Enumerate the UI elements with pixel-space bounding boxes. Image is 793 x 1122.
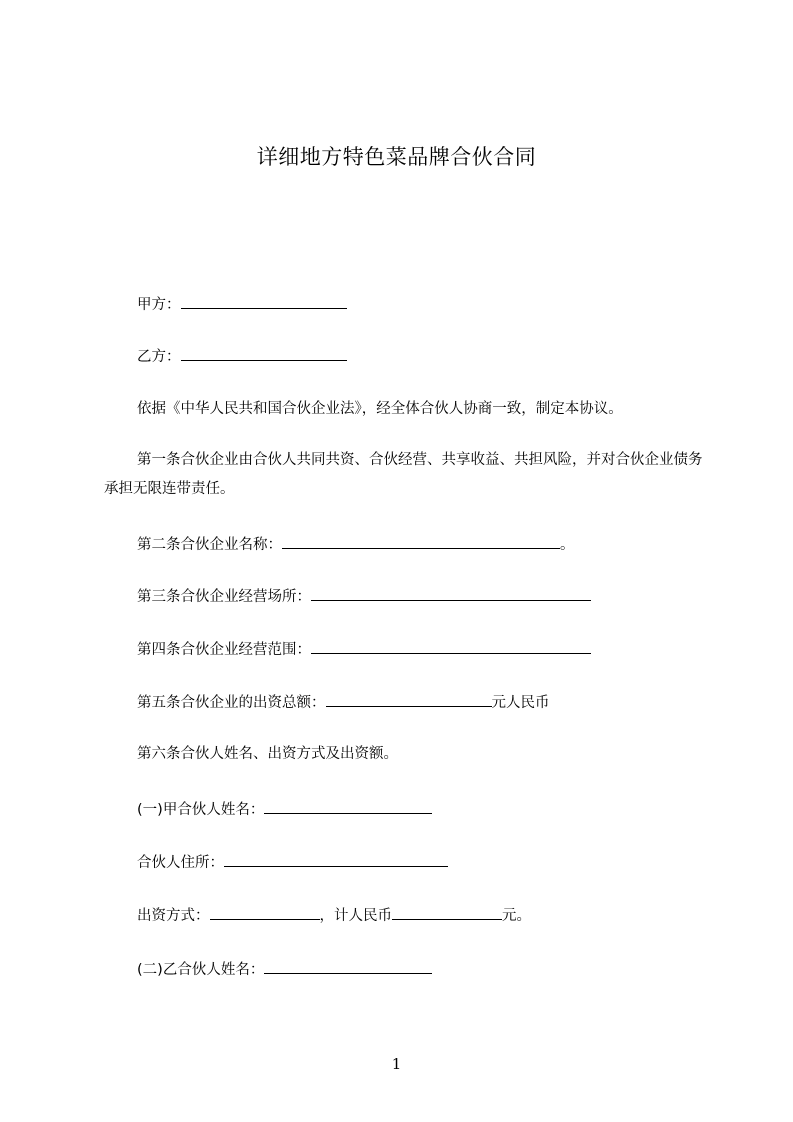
party-b-blank: [181, 344, 347, 361]
partner-1-name-line: [137, 797, 432, 821]
article-4-line: [137, 637, 591, 661]
article-3-blank: [311, 584, 591, 601]
article-3-label: 第三条合伙企业经营场所：: [137, 589, 311, 605]
partner-1-name-label: (一)甲合伙人姓名：: [137, 802, 265, 818]
contribution-line: [137, 903, 531, 927]
article-5-blank: [326, 690, 492, 707]
article-2-suffix: 。: [560, 537, 575, 553]
article-2-line: [137, 532, 575, 556]
document-title: 详细地方特色菜品牌合伙合同: [256, 145, 537, 169]
article-3-line: [137, 584, 591, 608]
article-5-label: 第五条合伙企业的出资总额：: [137, 695, 326, 711]
article-4-blank: [311, 637, 591, 654]
contribution-suffix: 元。: [502, 908, 531, 924]
party-a-blank: [181, 292, 347, 309]
party-a-label: 甲方：: [137, 297, 181, 313]
article-5-line: [137, 690, 550, 714]
partner-address-line: [137, 850, 448, 874]
partner-2-name-blank: [264, 957, 432, 974]
party-b-line: [137, 344, 347, 368]
preamble: 依据《中华人民共和国合伙企业法》，经全体合伙人协商一致，制定本协议。: [137, 401, 623, 417]
contribution-method-blank: [210, 903, 320, 920]
partner-2-name-label: (二)乙合伙人姓名：: [137, 962, 265, 978]
article-4-label: 第四条合伙企业经营范围：: [137, 642, 311, 658]
article-5-suffix: 元人民币: [491, 695, 550, 711]
partner-address-blank: [224, 850, 448, 867]
article-2-blank: [282, 532, 560, 549]
contribution-label: 出资方式：: [137, 908, 210, 924]
contribution-mid: ，计人民币: [319, 908, 392, 924]
page-number: 1: [391, 1055, 402, 1073]
partner-2-name-line: [137, 957, 432, 981]
partner-1-name-blank: [264, 797, 432, 814]
partner-address-label: 合伙人住所：: [137, 855, 224, 871]
contribution-amount-blank: [392, 903, 502, 920]
article-1: 第一条合伙企业由合伙人共同共资、合伙经营、共享收益、共担风险，并对合伙企业债务承担无限连带责任。: [104, 452, 703, 497]
party-b-label: 乙方：: [137, 349, 181, 365]
article-6: 第六条合伙人姓名、出资方式及出资额。: [137, 746, 398, 762]
article-2-label: 第二条合伙企业名称：: [137, 537, 282, 553]
party-a-line: [137, 292, 347, 316]
